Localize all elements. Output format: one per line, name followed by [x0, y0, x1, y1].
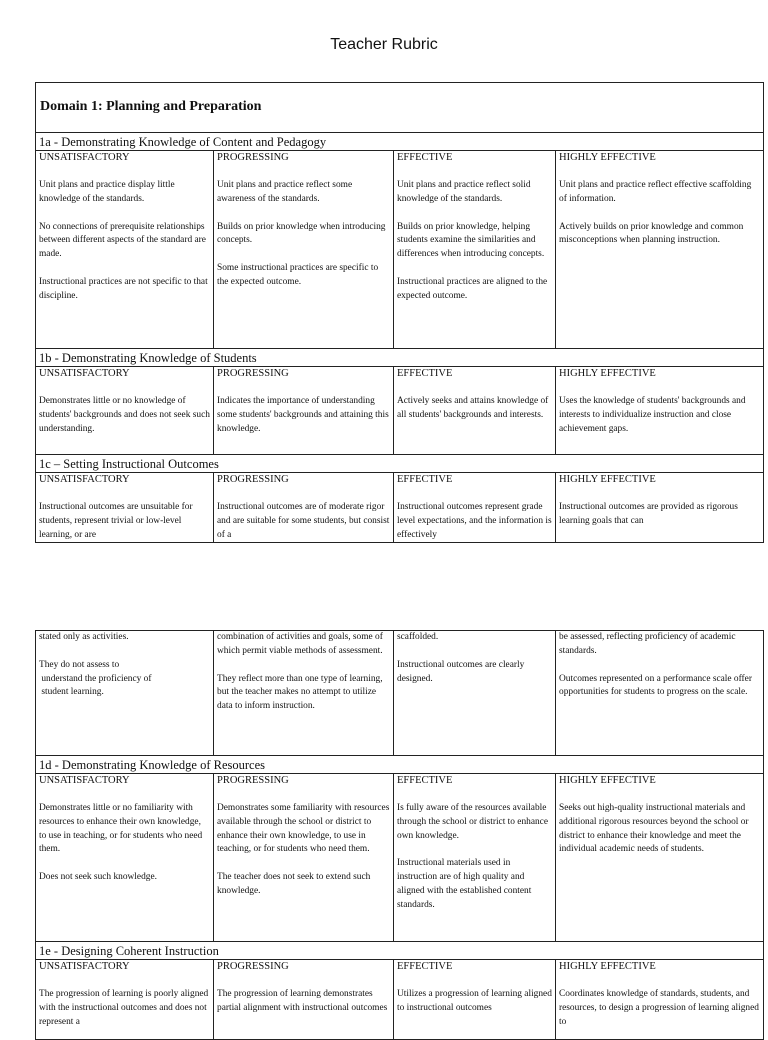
component-row-1b: [36, 367, 764, 455]
level-label: UNSATISFACTORY: [39, 152, 130, 163]
descriptor-text: Uses the knowledge of students' backgrounds and interests to individualize instruction and close achievement gaps.: [559, 396, 748, 434]
level-label: EFFECTIVE: [397, 775, 453, 786]
component-title-1a: 1a - Demonstrating Knowledge of Content and Pedagogy: [36, 133, 764, 151]
cell-1a-progressing: [214, 151, 394, 349]
cell-1c-effective: [394, 473, 556, 543]
cell-1c-highly-effective: [556, 473, 764, 543]
descriptor-text: Builds on prior knowledge when introducing concepts.: [217, 221, 388, 246]
descriptor-text: Instructional practices are aligned to the expected outcome.: [397, 276, 550, 301]
component-title-1d: 1d - Demonstrating Knowledge of Resources: [36, 756, 764, 774]
level-label: UNSATISFACTORY: [39, 775, 130, 786]
descriptor-text: Instructional materials used in instruction are of high quality and aligned with the established content standards.: [397, 858, 534, 910]
level-label: UNSATISFACTORY: [39, 368, 130, 379]
component-title-1c: 1c – Setting Instructional Outcomes: [36, 455, 764, 473]
descriptor-text: Actively seeks and attains knowledge of all students' backgrounds and interests.: [397, 396, 551, 420]
descriptor-text: Demonstrates little or no familiarity with resources to enhance their own knowledge, to use in teaching, or for students who need them.: [39, 803, 205, 855]
rubric-table-bottom: [35, 630, 764, 1040]
component-row-1c: [36, 473, 764, 543]
descriptor-text: Indicates the importance of understanding some students' backgrounds and attaining this knowledge.: [217, 396, 392, 434]
level-label: HIGHLY EFFECTIVE: [559, 961, 656, 972]
descriptor-text: The progression of learning is poorly aligned with the instructional outcomes and does not represent a: [39, 989, 211, 1027]
level-label: EFFECTIVE: [397, 152, 453, 163]
cell-1e-unsatisfactory: [36, 960, 214, 1040]
descriptor-text: Instructional outcomes are of moderate rigor and are suitable for some students, but consist of a: [217, 502, 392, 540]
level-label: HIGHLY EFFECTIVE: [559, 775, 656, 786]
cell-1c-progressing-cont: [214, 631, 394, 756]
level-label: PROGRESSING: [217, 152, 289, 163]
descriptor-text: Unit plans and practice reflect effective scaffolding of information.: [559, 180, 754, 204]
rubric-table-top: [35, 82, 764, 543]
level-label: PROGRESSING: [217, 368, 289, 379]
descriptor-text: Builds on prior knowledge, helping students examine the similarities and differences when introducing concepts.: [397, 221, 545, 260]
descriptor-text: be assessed, reflecting proficiency of academic standards.: [559, 632, 738, 656]
descriptor-text: Instructional outcomes are provided as rigorous learning goals that can: [559, 502, 741, 526]
component-row-1c-continued: [36, 631, 764, 756]
cell-1d-highly-effective: [556, 774, 764, 942]
descriptor-text: Unit plans and practice reflect some awareness of the standards.: [217, 180, 355, 204]
descriptor-text: Outcomes represented on a performance scale offer opportunities for students to progress on the scale.: [559, 673, 755, 698]
descriptor-text: Is fully aware of the resources available through the school or district to enhance own knowledge.: [397, 803, 551, 841]
descriptor-text: The progression of learning demonstrates partial alignment with instructional outcomes: [217, 989, 388, 1013]
descriptor-text: The teacher does not seek to extend such knowledge.: [217, 872, 373, 896]
level-label: UNSATISFACTORY: [39, 474, 130, 485]
descriptor-text: stated only as activities.: [39, 632, 129, 642]
component-title-1e: 1e - Designing Coherent Instruction: [36, 942, 764, 960]
cell-1b-highly-effective: [556, 367, 764, 455]
level-label: EFFECTIVE: [397, 474, 453, 485]
page-title: Teacher Rubric: [330, 36, 438, 53]
level-label: PROGRESSING: [217, 474, 289, 485]
cell-1d-effective: [394, 774, 556, 942]
cell-1d-unsatisfactory: [36, 774, 214, 942]
cell-1a-highly-effective: [556, 151, 764, 349]
level-label: HIGHLY EFFECTIVE: [559, 368, 656, 379]
cell-1a-unsatisfactory: [36, 151, 214, 349]
descriptor-text: No connections of prerequisite relationships between different aspects of the standard are made.: [39, 221, 209, 260]
descriptor-text: combination of activities and goals, some of which permit viable methods of assessment.: [217, 632, 386, 656]
cell-1c-unsatisfactory: [36, 473, 214, 543]
descriptor-text: They do not assess to understand the proficiency of student learning.: [39, 659, 152, 698]
descriptor-text: Instructional outcomes are clearly designed.: [397, 659, 527, 684]
cell-1e-highly-effective: [556, 960, 764, 1040]
cell-1b-effective: [394, 367, 556, 455]
cell-1e-progressing: [214, 960, 394, 1040]
descriptor-text: Seeks out high-quality instructional materials and additional rigorous resources beyond the school or district to enhance their knowledge and meet the individual academic needs of students.: [559, 803, 751, 855]
cell-1c-highly-effective-cont: [556, 631, 764, 756]
cell-1c-progressing: [214, 473, 394, 543]
level-label: EFFECTIVE: [397, 961, 453, 972]
cell-1b-progressing: [214, 367, 394, 455]
descriptor-text: Demonstrates little or no knowledge of students' backgrounds and does not seek such understanding.: [39, 396, 213, 434]
descriptor-text: Instructional outcomes represent grade level expectations, and the information is effectively: [397, 502, 554, 540]
descriptor-text: Does not seek such knowledge.: [39, 872, 157, 883]
cell-1c-effective-cont: [394, 631, 556, 756]
descriptor-text: Actively builds on prior knowledge and common misconceptions when planning instruction.: [559, 221, 746, 246]
level-label: HIGHLY EFFECTIVE: [559, 474, 656, 485]
level-label: EFFECTIVE: [397, 368, 453, 379]
level-label: UNSATISFACTORY: [39, 961, 130, 972]
level-label: PROGRESSING: [217, 775, 289, 786]
descriptor-text: Unit plans and practice reflect solid knowledge of the standards.: [397, 180, 533, 204]
descriptor-text: Demonstrates some familiarity with resources available through the school or district to enhance their own knowledge, to use in teaching, or for students who need them.: [217, 803, 392, 855]
component-row-1a: [36, 151, 764, 349]
level-label: HIGHLY EFFECTIVE: [559, 152, 656, 163]
descriptor-text: Instructional practices are not specific to that discipline.: [39, 276, 211, 301]
cell-1b-unsatisfactory: [36, 367, 214, 455]
descriptor-text: Utilizes a progression of learning aligned to instructional outcomes: [397, 989, 555, 1013]
component-title-1b: 1b - Demonstrating Knowledge of Students: [36, 349, 764, 367]
cell-1a-effective: [394, 151, 556, 349]
descriptor-text: Unit plans and practice display little knowledge of the standards.: [39, 180, 177, 204]
descriptor-text: scaffolded.: [397, 632, 439, 642]
cell-1e-effective: [394, 960, 556, 1040]
descriptor-text: Coordinates knowledge of standards, students, and resources, to design a progression of learning aligned to: [559, 989, 762, 1027]
descriptor-text: Instructional outcomes are unsuitable for students, represent trivial or low-level learning, or are: [39, 502, 195, 540]
component-row-1d: [36, 774, 764, 942]
descriptor-text: Some instructional practices are specific to the expected outcome.: [217, 263, 381, 287]
descriptor-text: They reflect more than one type of learning, but the teacher makes no attempt to utilize data to inform instruction.: [217, 673, 385, 712]
cell-1c-unsatisfactory-cont: [36, 631, 214, 756]
cell-1d-progressing: [214, 774, 394, 942]
domain-title: Domain 1: Planning and Preparation: [36, 83, 764, 133]
component-row-1e: [36, 960, 764, 1040]
level-label: PROGRESSING: [217, 961, 289, 972]
